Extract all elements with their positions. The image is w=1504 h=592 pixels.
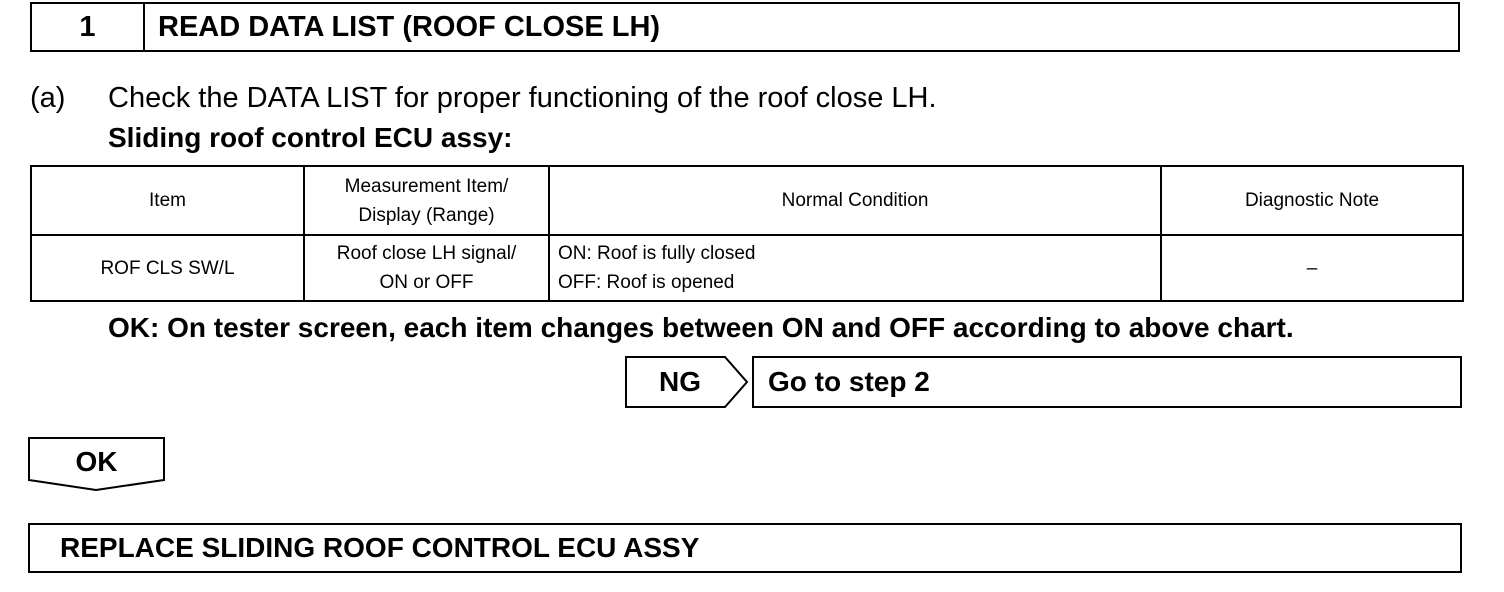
cell-diagnostic-note: – bbox=[1161, 235, 1463, 301]
header-item: Item bbox=[31, 166, 304, 235]
cell-measurement bbox=[304, 235, 549, 301]
replace-action-box: REPLACE SLIDING ROOF CONTROL ECU ASSY bbox=[28, 523, 1462, 573]
header-measurement bbox=[304, 166, 549, 235]
cell-normal-condition bbox=[549, 235, 1161, 301]
table-row bbox=[31, 235, 1463, 301]
instruction-text: Check the DATA LIST for proper functioning of the roof close LH. bbox=[108, 82, 937, 114]
instruction-label: (a) bbox=[30, 82, 66, 114]
ok-statement: OK: On tester screen, each item changes between ON and OFF according to above chart. bbox=[108, 312, 1294, 343]
cell-item: ROF CLS SW/L bbox=[31, 235, 304, 301]
cell-measurement-line2: ON or OFF bbox=[379, 272, 474, 293]
data-list-table bbox=[30, 165, 1464, 302]
table-header-row bbox=[31, 166, 1463, 235]
header-measurement-line1: Measurement Item/ bbox=[344, 175, 509, 197]
cell-measurement-line1: Roof close LH signal/ bbox=[336, 243, 517, 264]
ok-label: OK bbox=[75, 446, 118, 477]
ng-action-box: Go to step 2 bbox=[752, 356, 1462, 408]
step-header bbox=[30, 2, 1460, 52]
cell-normal-line2: OFF: Roof is opened bbox=[558, 272, 735, 293]
header-diagnostic-note: Diagnostic Note bbox=[1161, 166, 1463, 235]
header-measurement-line2: Display (Range) bbox=[358, 204, 495, 226]
header-normal-condition: Normal Condition bbox=[549, 166, 1161, 235]
step-title: READ DATA LIST (ROOF CLOSE LH) bbox=[158, 10, 661, 43]
step-number: 1 bbox=[32, 4, 145, 50]
ng-label: NG bbox=[659, 366, 701, 397]
cell-normal-line1: ON: Roof is fully closed bbox=[558, 243, 756, 264]
component-subheading: Sliding roof control ECU assy: bbox=[108, 122, 513, 153]
